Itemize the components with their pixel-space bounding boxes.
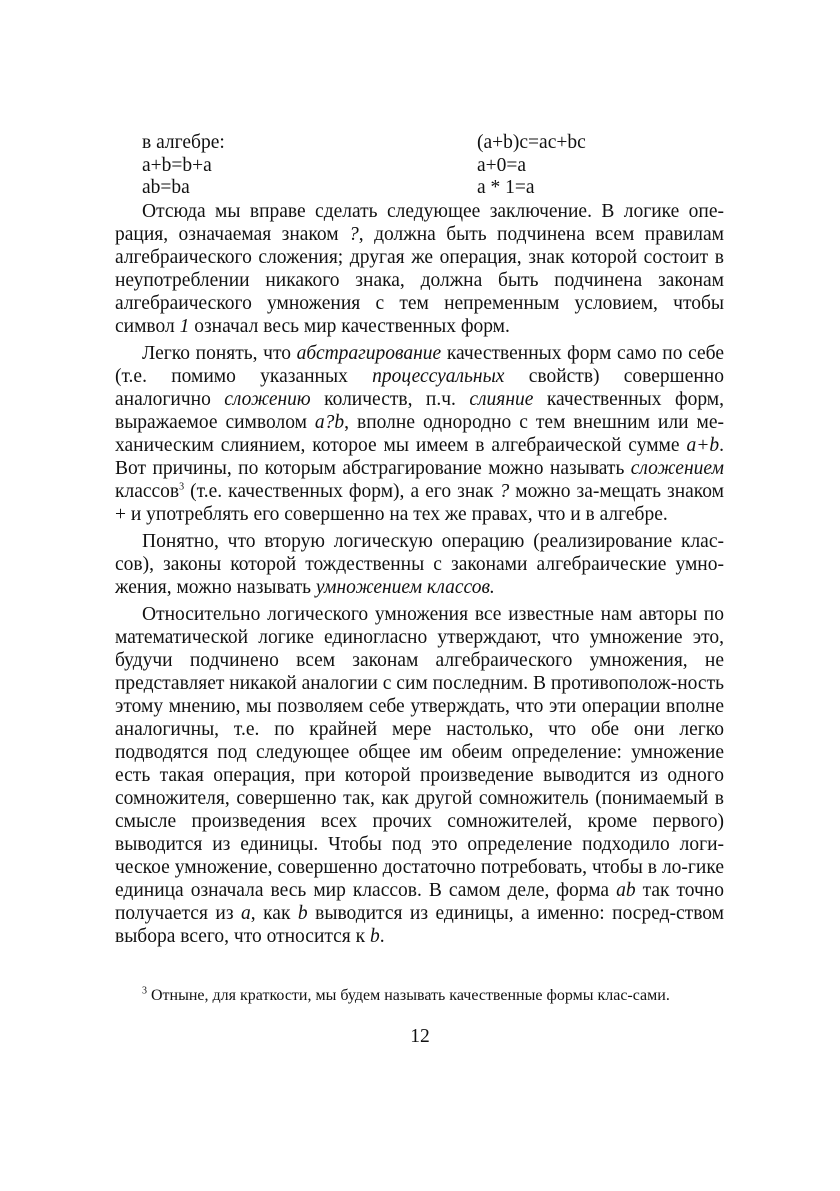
italic-run: a?b xyxy=(314,411,345,433)
formula-left-3: ab=ba xyxy=(142,177,190,198)
italic-run: ? xyxy=(349,223,359,245)
text-run: Легко понять, что xyxy=(142,342,297,364)
text-run: . Вот причины, по которым абстрагирование можно называть xyxy=(115,434,724,479)
italic-run: a+b xyxy=(686,434,720,456)
text-run: Относительно логического умножения все известные нам авторы по математической логике единогласно утверждают, что умножение это, будучи подчинено всем законам алгебраического умножения, не представляет никакой аналогии с сим последним. В противополож-ность этому мнению, мы позволяем себе утверждать, что эти операции вполне аналогичны, т.е. по крайней мере настолько, что обе они легко подводятся под следующее общее им обеим определение: умножение есть такая операция, при которой произведение выводится из одного сомножителя, совершенно так, как другой сомножитель (понимаемый в смысле произведения всех прочих сомножителей, кроме первого) выводится из единицы. Чтобы под это определение подходило логи-ческое умножение, совершенно достаточно потребовать, чтобы в ло-гике единица означала весь мир классов. В самом деле, форма xyxy=(115,603,724,901)
footnote-ref: 3 xyxy=(179,481,185,492)
text-run: выводится из единицы, а именно: посред-ством выбора всего, что относится к xyxy=(115,902,724,947)
formula-block xyxy=(142,132,724,200)
italic-run: процессуальных xyxy=(372,365,505,387)
footnote-mark: 3 xyxy=(142,985,147,997)
text-run: количеств, п.ч. xyxy=(310,388,470,410)
italic-run: b xyxy=(297,902,308,924)
text-run: , как xyxy=(250,902,298,924)
formula-left-2: a+b=b+a xyxy=(142,154,212,176)
body-text xyxy=(115,200,724,948)
italic-run: b xyxy=(370,925,380,947)
page-number: 12 xyxy=(410,1026,430,1047)
footnote-text: Отныне, для краткости, мы будем называть качественные формы клас-сами. xyxy=(147,987,670,1004)
page-content xyxy=(115,132,725,948)
italic-run: умножением классов. xyxy=(315,576,495,598)
text-run: . xyxy=(379,925,385,947)
italic-run: 1 xyxy=(179,315,190,337)
paragraph-4 xyxy=(115,603,724,948)
formula-right-1: (a+b)c=ac+bc xyxy=(477,132,586,153)
formula-right-2: a+0=a xyxy=(477,154,527,176)
italic-run: сложением xyxy=(630,457,724,479)
text-run: Понятно, что вторую логическую операцию (реализирование клас-сов), законы которой тождественны с законами алгебраические умно-жения, можно называть xyxy=(115,530,724,598)
paragraph-1 xyxy=(115,200,724,338)
italic-run: слияние xyxy=(469,388,534,410)
paragraph-2 xyxy=(115,342,724,526)
formula-left-1: в алгебре: xyxy=(142,132,225,153)
text-run: так точно получается из xyxy=(115,879,724,924)
italic-run: a xyxy=(241,902,251,924)
italic-run: ab xyxy=(616,879,636,901)
italic-run: ? xyxy=(499,480,510,502)
text-run: классов xyxy=(115,480,180,502)
text-run: свойств) совершенно аналогично xyxy=(115,365,724,410)
italic-run: сложению xyxy=(224,388,311,410)
text-run: качественных форм, выражаемое символом xyxy=(115,388,725,433)
text-run: означал весь мир качественных форм. xyxy=(189,315,510,337)
text-run: можно за-мещать знаком + и употреблять его совершенно на тех же правах, что и в алгебре. xyxy=(115,480,724,525)
text-run: (т.е. качественных форм), а его знак xyxy=(184,480,500,502)
text-run: , вполне однородно с тем внешним или ме-ханическим слиянием, которое мы имеем в алгебраической сумме xyxy=(115,411,724,456)
footnote xyxy=(115,985,724,1006)
italic-run: абстрагирование xyxy=(296,342,442,364)
paragraph-3 xyxy=(115,530,724,599)
text-run: качественных форм само по себе (т.е. помимо указанных xyxy=(115,342,724,387)
text-run: , должна быть подчинена всем правилам алгебраического сложения; другая же операция, знак которой состоит в неупотреблении никакого знака, должна быть подчинена законам алгебраического умножения с тем непременным условием, чтобы символ xyxy=(115,223,724,337)
formula-right-3: a * 1=a xyxy=(477,177,535,198)
text-run: Отсюда мы вправе сделать следующее заключение. В логике опе-рация, означаемая знаком xyxy=(115,200,724,245)
